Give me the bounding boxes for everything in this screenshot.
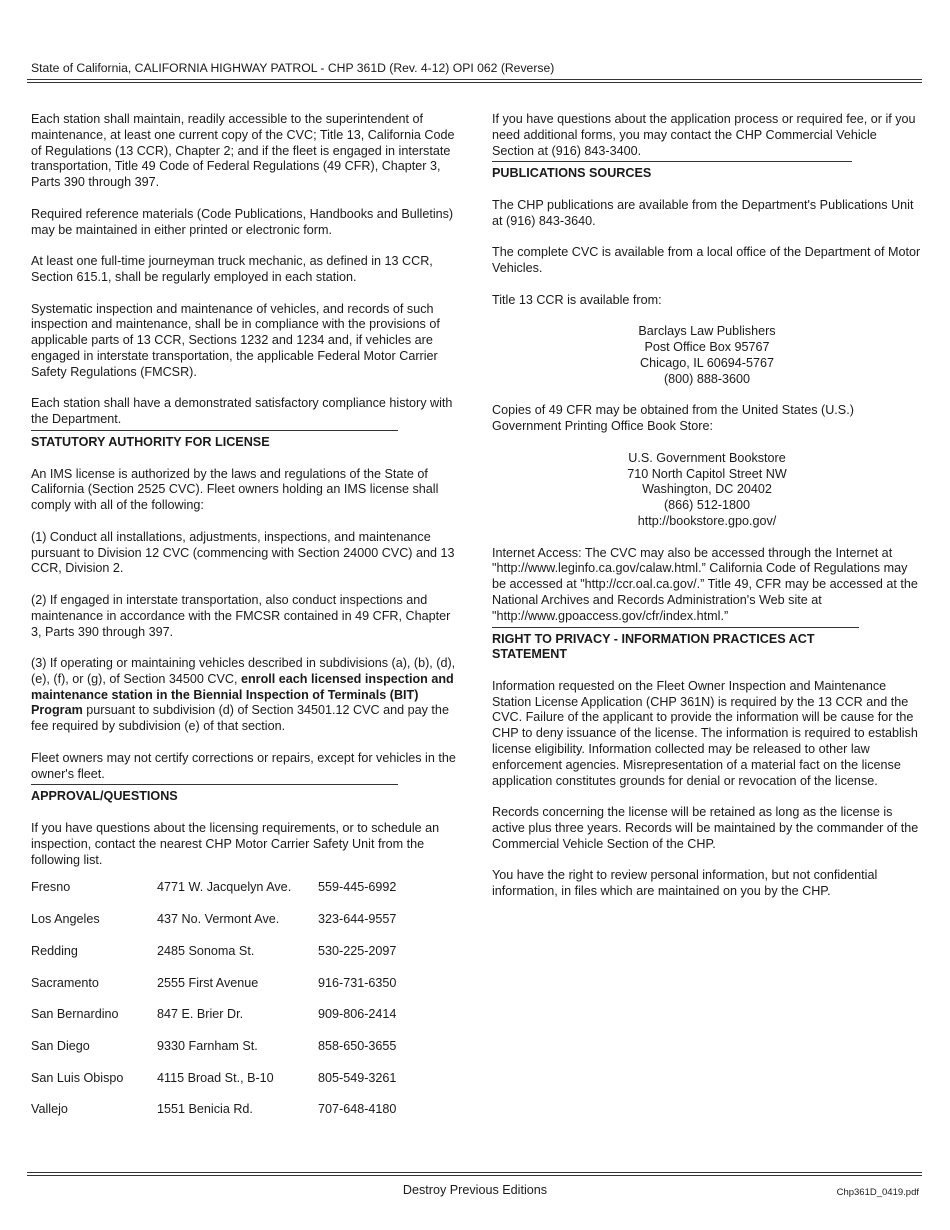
- header-rule-top: [27, 79, 922, 80]
- footer-rule-top: [27, 1172, 922, 1173]
- footer-rule-bottom: [27, 1175, 922, 1176]
- paragraph: Each station shall maintain, readily accessible to the superintendent of maintenance, at least one current copy of the CVC; Title 13, California Code of Regulations (13 CCR), Chapter 2; and if the fleet is engaged in interstate transportation, Title 49 Code of Federal Regulations (49 CFR), Chapter 3, Parts 390 through 397.: [31, 112, 455, 190]
- paragraph: (2) If engaged in interstate transportation, also conduct inspections and maintenance in accordance with the FMCSR contained in 49 CFR, Chapter 3, Parts 390 through 397.: [31, 592, 451, 639]
- office-phone: 707-648-4180: [318, 1102, 397, 1117]
- office-address: 1551 Benicia Rd.: [157, 1102, 253, 1117]
- paragraph: If you have questions about the licensing requirements, or to schedule an inspection, contact the nearest CHP Motor Carrier Safety Unit from the following list.: [31, 821, 440, 867]
- office-address: 437 No. Vermont Ave.: [157, 912, 280, 927]
- address-line: (800) 888-3600: [663, 371, 751, 386]
- paragraph: An IMS license is authorized by the laws and regulations of the State of California (Section 2525 CVC). Fleet owners holding an IMS license shall comply with all of the following:: [31, 466, 439, 513]
- address-line: Barclays Law Publishers: [638, 324, 776, 339]
- paragraph: Systematic inspection and maintenance of vehicles, and records of such inspection and maintenance, shall be in compliance with the provisions of applicable parts of 13 CCR, Sections 1232 and 1234 and, if vehicles are engaged in interstate transportation, the applicable Federal Motor Carrier Safety Regulations (FMCSR).: [31, 301, 440, 379]
- right-column: [492, 112, 922, 916]
- office-phone: 530-225-2097: [318, 943, 397, 958]
- office-address: 4771 W. Jacquelyn Ave.: [157, 880, 292, 895]
- section-heading-publications: PUBLICATIONS SOURCES: [492, 166, 652, 181]
- office-city: Los Angeles: [31, 912, 100, 927]
- office-phone: 858-650-3655: [318, 1038, 397, 1053]
- office-row: [31, 880, 396, 912]
- address-line: Chicago, IL 60694-5767: [640, 355, 774, 370]
- paragraph: You have the right to review personal information, but not confidential information, in files which are maintained on you by the CHP.: [492, 868, 878, 899]
- office-row: [31, 1007, 396, 1039]
- left-column: [31, 112, 459, 1134]
- section-divider: [31, 784, 398, 785]
- office-city: Fresno: [31, 880, 71, 895]
- office-row: [31, 1039, 396, 1071]
- section-divider: [492, 161, 852, 162]
- office-city: Vallejo: [31, 1102, 68, 1117]
- address-line: (866) 512-1800: [663, 498, 751, 513]
- barclays-address: [492, 324, 922, 387]
- paragraph: (1) Conduct all installations, adjustments, inspections, and maintenance pursuant to Division 12 CVC (commencing with Section 24000 CVC) and 13 CCR, Division 2.: [31, 529, 455, 576]
- office-phone: 916-731-6350: [318, 975, 397, 990]
- paragraph: If you have questions about the application process or required fee, or if you need additional forms, you may contact the CHP Commercial Vehicle Section at (916) 843-3400.: [492, 112, 916, 158]
- paragraph: The complete CVC is available from a local office of the Department of Motor Vehicles.: [492, 245, 921, 276]
- office-city: San Diego: [31, 1038, 90, 1053]
- paragraph: Information requested on the Fleet Owner Inspection and Maintenance Station License Application (CHP 361N) is required by the 13 CCR and the CVC. Failure of the applicant to provide the information will be cause for the CHP to deny issuance of the license. The information is required to establish license eligibility. Information collected may be released to other law enforcement agencies. Misrepresentation of a material fact on the license application constitutes grounds for denial or revocation of the license.: [492, 678, 918, 788]
- office-row: [31, 944, 396, 976]
- paragraph: Each station shall have a demonstrated satisfactory compliance history with the Department.: [31, 396, 453, 427]
- paragraph-bit-program: [31, 656, 459, 735]
- office-row: [31, 912, 396, 944]
- section-heading-approval: APPROVAL/QUESTIONS: [31, 789, 178, 804]
- address-line: U.S. Government Bookstore: [628, 450, 786, 465]
- office-city: San Luis Obispo: [31, 1070, 124, 1085]
- footer-filename: Chp361D_0419.pdf: [836, 1187, 919, 1198]
- office-phone: 909-806-2414: [318, 1007, 397, 1022]
- office-city: San Bernardino: [31, 1007, 119, 1022]
- section-divider: [31, 430, 398, 431]
- office-city: Sacramento: [31, 975, 99, 990]
- office-row: [31, 1102, 396, 1134]
- gpo-address: [492, 451, 922, 530]
- office-address: 2485 Sonoma St.: [157, 943, 255, 958]
- address-line: Washington, DC 20402: [642, 482, 772, 497]
- office-address: 9330 Farnham St.: [157, 1038, 258, 1053]
- form-header: State of California, CALIFORNIA HIGHWAY PATROL - CHP 361D (Rev. 4-12) OPI 062 (Reverse): [31, 61, 555, 75]
- office-phone: 805-549-3261: [318, 1070, 397, 1085]
- office-phone: 323-644-9557: [318, 912, 397, 927]
- heading-line: RIGHT TO PRIVACY - INFORMATION PRACTICES ACT: [492, 631, 815, 646]
- heading-line: STATEMENT: [492, 647, 568, 662]
- paragraph: The CHP publications are available from the Department's Publications Unit at (916) 843-3640.: [492, 197, 914, 228]
- office-city: Redding: [31, 943, 78, 958]
- office-row: [31, 976, 396, 1008]
- paragraph: Records concerning the license will be retained as long as the license is active plus three years. Records will be maintained by the commander of the Commercial Vehicle Section of the CHP.: [492, 805, 919, 851]
- office-address: 847 E. Brier Dr.: [157, 1007, 244, 1022]
- paragraph: Required reference materials (Code Publications, Handbooks and Bulletins) may be maintained in either printed or electronic form.: [31, 206, 454, 237]
- header-rule-bottom: [27, 82, 922, 83]
- paragraph: Copies of 49 CFR may be obtained from the United States (U.S.) Government Printing Office Book Store:: [492, 403, 854, 434]
- bold-text-span: enroll each licensed inspection and maintenance station in the Biennial Inspection of Terminals (BIT) Program: [31, 671, 454, 718]
- text-span: pursuant to subdivision (d) of Section 34501.12 CVC and pay the fee required by subdivision (e) of that section.: [31, 703, 449, 734]
- office-address: 4115 Broad St., B-10: [157, 1070, 274, 1085]
- address-line: 710 North Capitol Street NW: [627, 466, 787, 481]
- office-phone: 559-445-6992: [318, 880, 397, 895]
- office-address: 2555 First Avenue: [157, 975, 259, 990]
- section-heading-privacy: [492, 632, 922, 664]
- paragraph: At least one full-time journeyman truck mechanic, as defined in 13 CCR, Section 615.1, shall be regularly employed in each station.: [31, 254, 433, 284]
- text-span: (3) If operating or maintaining vehicles described in subdivisions (a), (b), (d), (e), (f), or (g), of Section 34500 CVC,: [31, 656, 456, 686]
- section-heading-statutory: STATUTORY AUTHORITY FOR LICENSE: [31, 434, 270, 449]
- address-line: Post Office Box 95767: [644, 340, 770, 355]
- office-row: [31, 1071, 396, 1103]
- paragraph: Title 13 CCR is available from:: [492, 292, 662, 307]
- office-table: [31, 880, 396, 1134]
- section-divider: [492, 627, 859, 628]
- footer-destroy-notice: Destroy Previous Editions: [402, 1183, 548, 1197]
- paragraph: Fleet owners may not certify corrections or repairs, except for vehicles in the owner's fleet.: [31, 750, 456, 781]
- address-line: http://bookstore.gpo.gov/: [637, 513, 777, 528]
- paragraph-internet-access: Internet Access: The CVC may also be accessed through the Internet at "http://www.leginfo.ca.gov/calaw.html.” California Code of Regulations may be accessed at "http://ccr.oal.ca.gov/.” Title 49, CFR may be accessed at the National Archives and Records Administration's Web site at "http://www.gpoaccess.gov/cfr/index.html.”: [492, 545, 918, 623]
